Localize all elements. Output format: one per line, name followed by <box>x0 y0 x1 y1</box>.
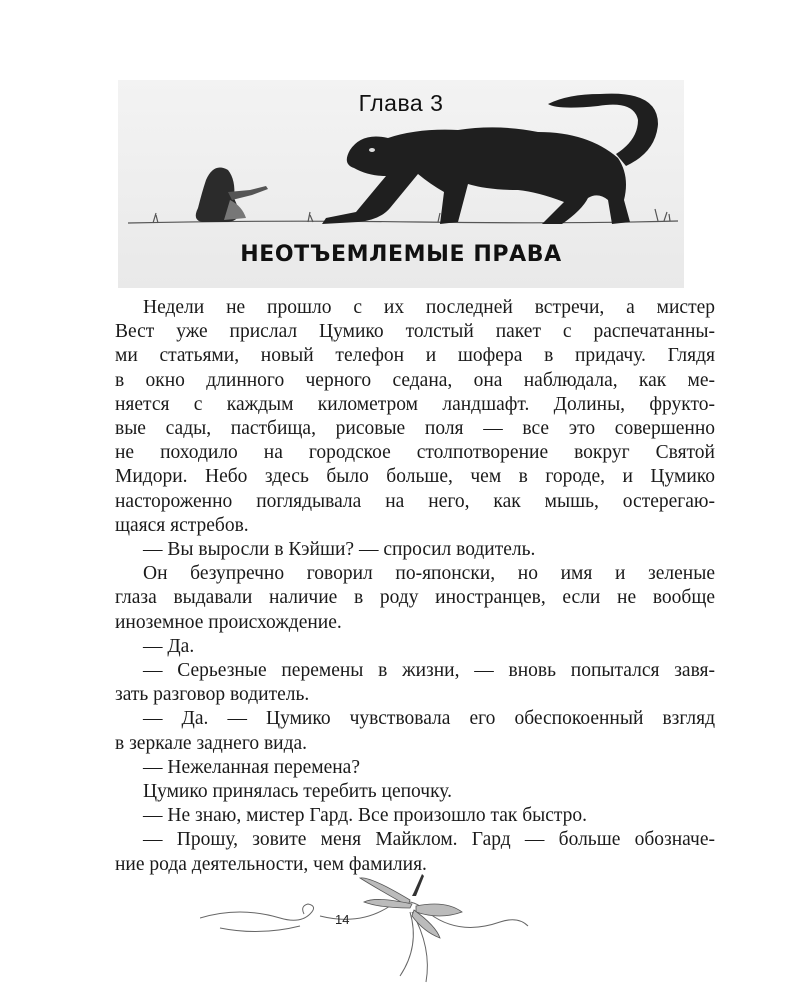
text-line: ми статьями, новый телефон и шофера в придачу. Глядя <box>115 345 715 367</box>
text-line: няется с каждым километром ландшафт. Долины, фрукто- <box>115 393 715 415</box>
text-line: — Серьезные перемены в жизни, — вновь попытался завя- <box>143 660 715 682</box>
paragraph <box>115 756 715 780</box>
text-line: — Не знаю, мистер Гард. Все произошло так быстро. <box>143 805 588 827</box>
text-line: щаяся ястребов. <box>115 514 249 536</box>
text-line: Вест уже прислал Цумико толстый пакет с распечатанны- <box>115 321 715 343</box>
text-line: Недели не прошло с их последней встречи, а мистер <box>143 297 715 318</box>
paragraph <box>115 635 715 659</box>
text-line: иноземное происхождение. <box>115 611 342 633</box>
text-line: — Нежеланная перемена? <box>143 756 360 778</box>
paragraph <box>115 562 715 635</box>
text-line: Он безупречно говорил по-японски, но имя и зеленые <box>143 563 715 585</box>
text-line: в окно длинного черного седана, она наблюдала, как ме- <box>115 369 715 391</box>
text-line: зать разговор водитель. <box>115 684 310 706</box>
dragonfly-wings <box>360 878 462 938</box>
chapter-title: НЕОТЪЕМЛЕМЫЕ ПРАВА <box>240 242 562 267</box>
paragraph <box>115 538 715 562</box>
paragraph <box>115 780 715 804</box>
text-line: — Прошу, зовите меня Майклом. Гард — больше обозначе- <box>143 829 715 851</box>
text-line: настороженно поглядывала на него, как мышь, остерегаю- <box>115 490 715 512</box>
chapter-body <box>115 296 715 877</box>
text-line: — Вы выросли в Кэйши? — спросил водитель. <box>143 539 536 561</box>
paragraph <box>115 804 715 828</box>
chapter-number: Глава 3 <box>358 90 444 116</box>
chapter-header <box>118 80 684 288</box>
text-line: глаза выдавали наличие в роду иностранцев, если не вообще <box>115 587 715 609</box>
text-line: Цумико принялась теребить цепочку. <box>143 781 452 803</box>
paragraph <box>115 296 715 538</box>
text-line: — Да. <box>143 635 195 657</box>
text-line: Мидори. Небо здесь было больше, чем в городе, и Цумико <box>115 466 715 488</box>
text-line: — Да. — Цумико чувствовала его обеспокоенный взгляд <box>143 708 715 730</box>
text-line: не походило на городское столпотворение вокруг Святой <box>115 442 715 464</box>
text-line: в зеркале заднего вида. <box>115 732 308 754</box>
girl-figure <box>196 168 268 222</box>
paragraph <box>115 707 715 755</box>
paragraph <box>115 659 715 707</box>
dragonfly-ornament <box>200 866 530 986</box>
text-line: вые сады, пастбища, рисовые поля — все это совершенно <box>115 418 715 440</box>
page-number: 14 <box>335 912 350 927</box>
text-line: ние рода деятельности, чем фамилия. <box>115 853 427 875</box>
